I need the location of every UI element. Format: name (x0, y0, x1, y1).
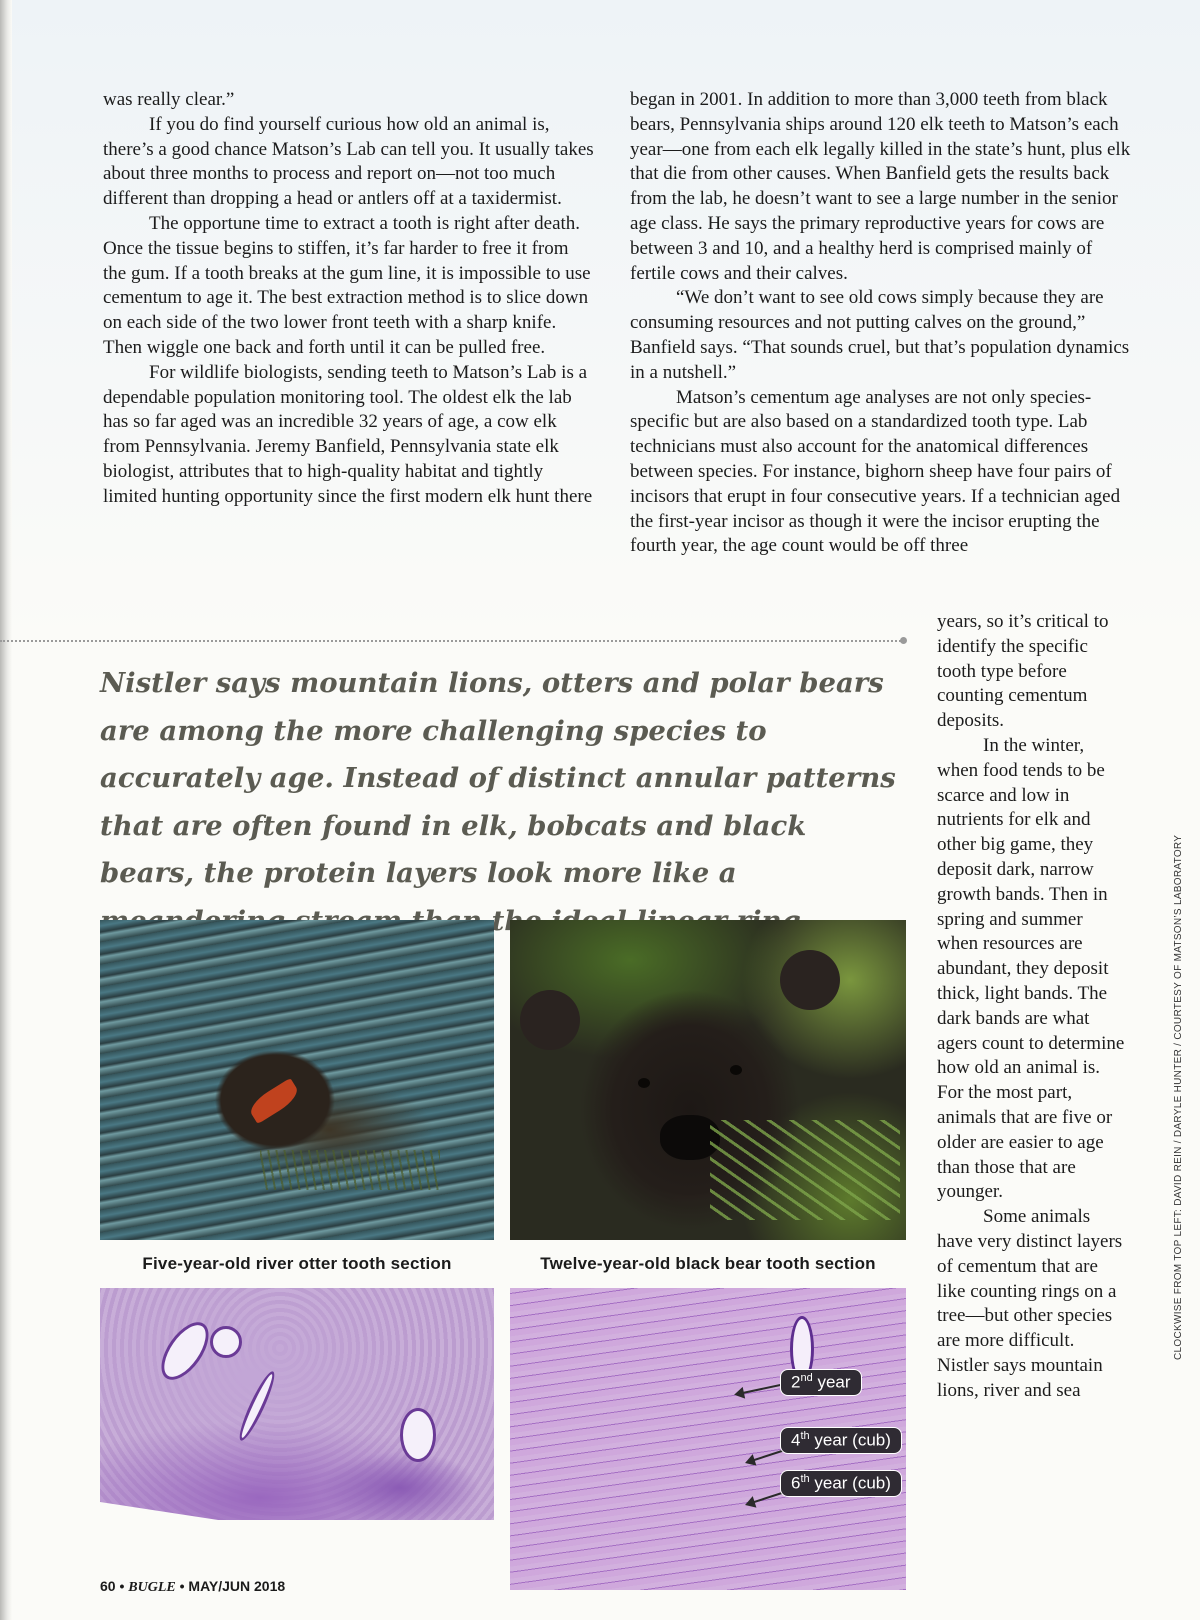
leaf-shape (246, 1078, 302, 1124)
binding-shadow (0, 0, 12, 1620)
otter-caption: Five-year-old river otter tooth section (142, 1254, 452, 1273)
slide-edge (100, 1478, 494, 1520)
paragraph: If you do find yourself curious how old an animal is, there’s a good chance Matson’s Lab can tell you. It usually takes about three months to process and report on—not too much different than dropping a head or antlers off at a taxidermist. (103, 113, 594, 210)
article-column-narrow (937, 610, 1127, 1404)
bear-ear (780, 950, 840, 1010)
paragraph: began in 2001. In addition to more than 3,000 teeth from black bears, Pennsylvania ships around 120 elk teeth to Matson’s each year—one from each elk legally killed in the state’s hunt, plus elk that die from other causes. When Banfield gets the results back from the lab, he doesn’t want to see a large number in the senior age class. He says the primary reproductive years for cows are between 3 and 10, and a healthy herd is comprised mainly of fertile cows and their calves. (630, 89, 1131, 284)
annotation-label: 4th year (cub) (780, 1427, 902, 1454)
divider-end-dot (900, 637, 907, 644)
tooth-canal (400, 1408, 436, 1462)
paragraph: was really clear.” (103, 89, 235, 110)
page-number: 60 (100, 1578, 116, 1594)
grass-shape (260, 1150, 440, 1190)
bear-eye (730, 1065, 742, 1075)
paragraph: The opportune time to extract a tooth is right after death. Once the tissue begins to stiffen, it’s far harder to free it from the gum. If a tooth breaks at the gum line, it is impossible to use cementum to age it. The best extraction method is to slice down on each side of the two lower front teeth with a sharp knife. Then wiggle one back and forth until it can be pulled free. (103, 212, 591, 358)
paragraph: “We don’t want to see old cows simply because they are consuming resources and not putting calves on the ground,” Banfield says. “That sounds cruel, but that’s population dynamics in a nutshell.” (630, 287, 1130, 383)
article-column-left (103, 88, 595, 510)
bear-caption: Twelve-year-old black bear tooth section (540, 1254, 876, 1273)
otter-tooth-section-image (100, 1288, 494, 1520)
separator: • (119, 1578, 125, 1594)
foliage-shape (710, 1120, 900, 1220)
tooth-canal (152, 1314, 218, 1388)
paragraph: For wildlife biologists, sending teeth to Matson’s Lab is a dependable population monitoring tool. The oldest elk the lab has so far aged was an incredible 32 years of age, a cow elk from Pennsylvania. Jeremy Banfield, Pennsylvania state elk biologist, attributes that to high-quality habitat and tightly limited hunting opportunity since the first modern elk hunt there (103, 361, 593, 507)
page-folio (100, 1578, 285, 1596)
annotation-label: 6th year (cub) (780, 1470, 902, 1497)
magazine-name: BUGLE (128, 1580, 176, 1595)
river-otter-photo (100, 920, 494, 1240)
paragraph: Matson’s cementum age analyses are not only species-specific but are also based on a standardized tooth type. Lab technicians must also account for the anatomical differences between species. For instance, bighorn sheep have four pairs of incisors that erupt in four consecutive years. If a technician aged the first-year incisor as though it were the incisor erupting the fourth year, the age count would be off three (630, 386, 1121, 557)
paragraph: Some animals have very distinct layers of cementum that are like counting rings on a tree—but other species are more difficult. Nistler says mountain lions, river and sea (937, 1206, 1123, 1401)
paragraph: years, so it’s critical to identify the specific tooth type before counting cementum deposits. (937, 611, 1109, 732)
paragraph: In the winter, when food tends to be scarce and low in nutrients for elk and other big game, they deposit dark, narrow growth bands. Then in spring and summer when resources are abundant, they deposit thick, light bands. The dark bands are what agers count to determine how old an animal is. For the most part, animals that are five or older are easier to age than those that are younger. (937, 734, 1125, 1203)
tooth-canal (210, 1326, 242, 1358)
black-bear-photo (510, 920, 906, 1240)
photo-credit: CLOCKWISE FROM TOP LEFT: DAVID REIN / DARYLE HUNTER / COURTESY OF MATSON’S LABORATORY (1173, 834, 1184, 1360)
section-divider (0, 640, 905, 642)
annotation-label: 2nd year (780, 1369, 862, 1396)
bear-ear (520, 990, 580, 1050)
pull-quote: Nistler says mountain lions, otters and polar bears are among the more challenging species to accurately age. Instead of distinct annular patterns that are often found in elk, bobcats and black bears, the protein layers look more like a (100, 667, 896, 889)
article-column-right (630, 88, 1132, 559)
separator: • (179, 1578, 185, 1594)
bear-eye (638, 1078, 650, 1088)
issue-date: MAY/JUN 2018 (188, 1578, 286, 1594)
tooth-canal (235, 1369, 280, 1444)
